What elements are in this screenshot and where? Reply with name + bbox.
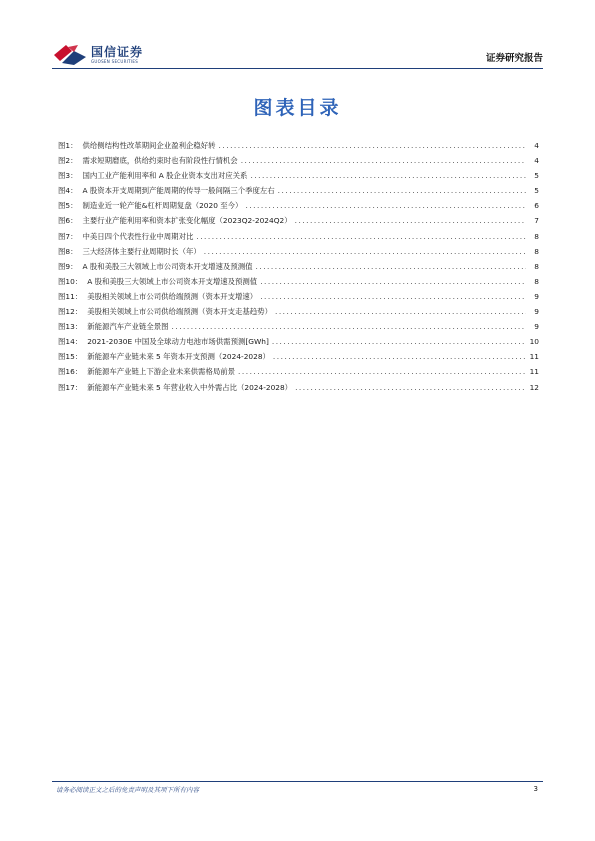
toc-figure-title: A 股和美股三大领域上市公司资本开支增速及预测值 — [82, 261, 253, 271]
toc-leader-dots — [238, 364, 526, 379]
footer-disclaimer: 请务必阅读正文之后的免责声明及其项下所有内容 — [56, 786, 199, 794]
toc-figure-title: 中美日四个代表性行业中周期对比 — [82, 231, 194, 241]
toc-leader-dots — [196, 229, 526, 244]
company-logo — [52, 42, 143, 68]
toc-figure-title: A 股资本开支周期到产能周期的传导一般间隔三个季度左右 — [82, 186, 275, 196]
toc-figure-label: 图2： — [58, 156, 78, 166]
toc-entry[interactable] — [58, 138, 539, 153]
toc-page-number: 8 — [534, 261, 539, 271]
toc-entry[interactable] — [58, 319, 539, 334]
toc-entry[interactable] — [58, 289, 539, 304]
toc-page-number: 8 — [534, 231, 539, 241]
toc-page-number: 9 — [534, 307, 539, 317]
toc-leader-dots — [260, 289, 526, 304]
toc-page-number: 5 — [534, 186, 539, 196]
toc-figure-label: 图5： — [58, 201, 78, 211]
toc-figure-label: 图10： — [58, 276, 83, 286]
toc-entry[interactable] — [58, 183, 539, 198]
toc-leader-dots — [295, 213, 526, 228]
toc-entry[interactable] — [58, 213, 539, 228]
toc-figure-title: 新能源汽车产业链全景图 — [87, 322, 169, 332]
toc-leader-dots — [272, 334, 526, 349]
toc-leader-dots — [260, 274, 526, 289]
toc-page-number: 9 — [534, 291, 539, 301]
toc-figure-title: 供给侧结构性改革期间企业盈利企稳好转 — [82, 141, 216, 150]
toc-figure-title: 主要行业产能利用率和资本扩张变化幅度（2023Q2-2024Q2） — [82, 216, 292, 226]
toc-leader-dots — [250, 168, 526, 183]
toc-entry[interactable] — [58, 334, 539, 349]
toc-entry[interactable] — [58, 153, 539, 168]
toc-leader-dots — [278, 183, 526, 198]
toc-entry[interactable] — [58, 168, 539, 183]
toc-leader-dots — [204, 244, 526, 259]
toc-figure-label: 图8： — [58, 246, 78, 256]
toc-figure-title: 制造业近一轮产能&杠杆周期复盘（2020 至今） — [82, 201, 243, 211]
toc-page-number: 11 — [529, 352, 539, 362]
toc-entry[interactable] — [58, 259, 539, 274]
toc-leader-dots — [275, 304, 526, 319]
toc-figure-title: 三大经济体主要行业周期时长（年） — [82, 246, 201, 256]
toc-figure-title: 新能源车产业链未来 5 年资本开支预测（2024-2028） — [87, 352, 270, 362]
toc-page-number: 11 — [529, 367, 539, 377]
page-title: 图表目录 — [253, 97, 342, 119]
toc-page-number: 7 — [534, 216, 539, 226]
toc-figure-label: 图11： — [58, 291, 83, 301]
toc-entry[interactable] — [58, 198, 539, 213]
report-type-label: 证券研究报告 — [485, 53, 543, 64]
toc-entry[interactable] — [58, 304, 539, 319]
toc-figure-title: 需求短期磨底，供给约束时也有阶段性行情机会 — [82, 156, 238, 166]
toc-leader-dots — [256, 259, 527, 274]
toc-page-number: 8 — [534, 246, 539, 256]
toc-figure-title: 国内工业产能利用率和 A 股企业资本支出对应关系 — [82, 171, 248, 181]
toc-figure-label: 图4： — [58, 186, 78, 196]
toc-entry[interactable] — [58, 380, 539, 395]
toc-figure-title: 2021-2030E 中国及全球动力电池市场供需预测[GWh] — [87, 337, 269, 347]
toc-figure-label: 图16： — [58, 367, 83, 377]
toc-figure-label: 图3： — [58, 171, 78, 181]
toc-leader-dots — [219, 138, 526, 153]
toc-figure-title: 美股相关领域上市公司供给端预测（资本开支走基趋势） — [87, 307, 272, 317]
figure-table-of-contents — [58, 138, 539, 395]
toc-page-number: 9 — [534, 322, 539, 332]
footer-divider — [52, 781, 543, 782]
toc-page-number: 5 — [534, 171, 539, 181]
toc-figure-title: 美股相关领域上市公司供给端预测（资本开支增速） — [87, 291, 258, 301]
toc-page-number: 12 — [529, 382, 539, 392]
toc-figure-label: 图17： — [58, 382, 83, 392]
toc-leader-dots — [245, 198, 526, 213]
toc-leader-dots — [241, 153, 526, 168]
toc-entry[interactable] — [58, 349, 539, 364]
toc-figure-label: 图6： — [58, 216, 78, 226]
header-divider — [52, 68, 543, 69]
toc-leader-dots — [273, 349, 526, 364]
guosen-logo-icon — [52, 43, 88, 67]
toc-figure-label: 图15： — [58, 352, 83, 362]
toc-figure-title: 新能源车产业链未来 5 年营业收入中外需占比（2024-2028） — [87, 382, 293, 392]
toc-entry[interactable] — [58, 274, 539, 289]
toc-figure-label: 图12： — [58, 307, 83, 317]
logo-english-name: GUOSEN SECURITIES — [91, 58, 139, 64]
toc-figure-title: 新能源车产业链上下游企业未来供需格局前景 — [87, 367, 236, 377]
toc-figure-label: 图1： — [58, 141, 78, 150]
toc-page-number: 8 — [534, 276, 539, 286]
toc-entry[interactable] — [58, 244, 539, 259]
toc-entry[interactable] — [58, 229, 539, 244]
toc-figure-label: 图13： — [58, 322, 83, 332]
toc-entry[interactable] — [58, 364, 539, 379]
toc-leader-dots — [295, 380, 526, 395]
page-header — [52, 42, 543, 68]
toc-page-number: 4 — [534, 141, 539, 150]
toc-figure-label: 图14： — [58, 337, 83, 347]
toc-figure-label: 图7： — [58, 231, 78, 241]
page-number: 3 — [533, 785, 538, 793]
toc-leader-dots — [172, 319, 527, 334]
toc-page-number: 4 — [534, 156, 539, 166]
toc-figure-title: A 股和美股三大领域上市公司资本开支增速及预测值 — [87, 276, 258, 286]
toc-figure-label: 图9： — [58, 261, 78, 271]
toc-page-number: 10 — [529, 337, 539, 347]
toc-page-number: 6 — [534, 201, 539, 211]
logo-chinese-name: 国信证券 — [91, 44, 144, 59]
